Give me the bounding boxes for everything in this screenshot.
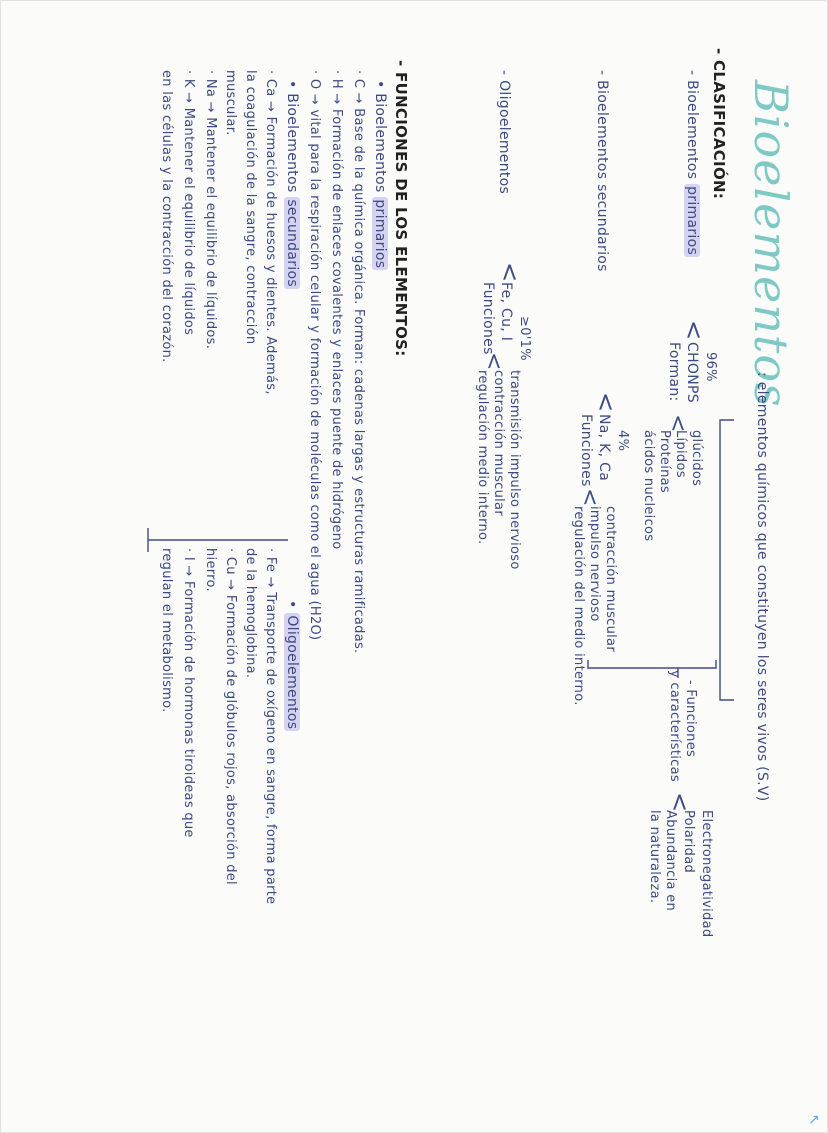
funcion-oligo-line: · Fe → Transporte de oxígeno en sangre, forma parte [263, 548, 278, 905]
caracteristica-item: Polaridad [681, 810, 696, 874]
funcion-line-hidrogeno: · H → Formación de enlaces covalentes y enlaces puente de hidrógeno [329, 70, 344, 550]
molecule-item: ácidos nucleicos [641, 430, 656, 542]
secundarios-funcion-item: contracción muscular [603, 506, 618, 652]
molecule-item: glúcidos [689, 430, 704, 487]
bracket-icon: < [496, 262, 524, 283]
corner-mark-icon: ↗ [808, 1112, 820, 1128]
oligoelementos-funcion-item: transmisión impulso nervioso [507, 370, 522, 570]
funcion-oligo-line: · Cu → Formación de glóbulos rojos, absorción del [223, 548, 238, 885]
secundarios-label: - Bioelementos secundarios [594, 70, 610, 272]
funcion-secundario-line: muscular. [223, 70, 238, 136]
bracket-icon: < [481, 352, 506, 371]
bracket-icon: < [577, 488, 602, 507]
caracteristica-item: Electronegatividad [699, 810, 714, 938]
caracteristica-item: Abundancia en [663, 810, 678, 912]
oligoelementos-percent: ≥0'1% [517, 316, 532, 361]
funcion-oligo-line: regulan el metabolismo. [159, 548, 174, 713]
funciones-primarios-prefix: • Bioelementos [372, 80, 388, 193]
secundarios-percent: 4% [615, 430, 630, 452]
oligoelementos-funcion-item: contracción muscular [491, 370, 506, 516]
secundarios-elements: Na, K, Ca [596, 414, 612, 482]
bracket-icon: < [592, 392, 620, 413]
section-heading-clasificacion: - CLASIFICACIÓN: [710, 48, 728, 200]
funcion-oligo-line: · I → Formación de hormonas tiroideas que [181, 548, 196, 838]
funcion-line-oxigeno: · O → vital para la respiración celular y formación de moléculas como el agua (H2O) [307, 70, 322, 641]
title-definition: : elementos químicos que constituyen los seres vivos (S.V) [754, 372, 770, 802]
funciones-oligo-highlight: Oligoelementos [284, 615, 300, 730]
funcion-secundario-line: · Na → Mantener el equilibrio de líquidos. [203, 70, 218, 350]
funcion-secundario-line: · K → Mantener el equilibrio de líquidos [181, 70, 196, 336]
primarios-percent: 96% [703, 352, 718, 382]
funcion-oligo-line: hierro. [203, 548, 218, 592]
caracteristicas-funciones: - Funciones [683, 680, 698, 758]
funcion-oligo-line: de la hemoglobina. [243, 548, 258, 679]
brace-line [720, 420, 734, 700]
funciones-oligo-prefix: • [284, 600, 300, 609]
section-heading-funciones: - FUNCIONES DE LOS ELEMENTOS: [392, 60, 410, 357]
molecule-item: Proteínas [657, 430, 672, 494]
bracket-icon: < [665, 414, 690, 433]
caracteristicas-label: y características [667, 670, 682, 782]
oligoelementos-elements: Fe, Cu, I [498, 282, 514, 342]
bracket-line [588, 660, 716, 668]
bracket-icon: < [680, 320, 708, 341]
primarios-prefix: - Bioelementos [684, 70, 700, 180]
oligoelementos-funcion-item: regulación medio interno. [475, 370, 490, 545]
funcion-secundario-line: la coagulación de la sangre, contracción [243, 70, 258, 345]
secundarios-funcion-item: regulación del medio interno. [571, 506, 586, 706]
caracteristica-item: la naturaleza. [647, 810, 662, 904]
funciones-primarios-highlight: primarios [372, 199, 388, 269]
secundarios-funciones: Funciones [578, 414, 594, 487]
funcion-line-carbon: · C → Base de la química orgánica. Forman: cadenas largas y estructuras ramificadas. [351, 70, 366, 654]
funciones-secundarios-prefix: • Bioelementos [284, 80, 300, 193]
oligoelementos-label: - Oligoelementos [496, 70, 512, 195]
page-title: Bioelementos [744, 80, 798, 408]
funcion-secundario-line: · Ca → Formación de huesos y dientes. Además, [263, 70, 278, 395]
funcion-secundario-line: en las células y la contracción del corazón. [159, 70, 174, 363]
primarios-forman: Forman: [666, 342, 682, 402]
primarios-elements: CHONPS [684, 342, 700, 403]
oligoelementos-funciones: Funciones [480, 282, 496, 355]
primarios-highlight: primarios [684, 186, 700, 256]
funciones-secundarios-highlight: secundarios [284, 199, 300, 287]
secundarios-funcion-item: impulso nervioso [587, 506, 602, 622]
molecule-item: Lípidos [673, 430, 688, 478]
bracket-icon: < [666, 792, 694, 813]
